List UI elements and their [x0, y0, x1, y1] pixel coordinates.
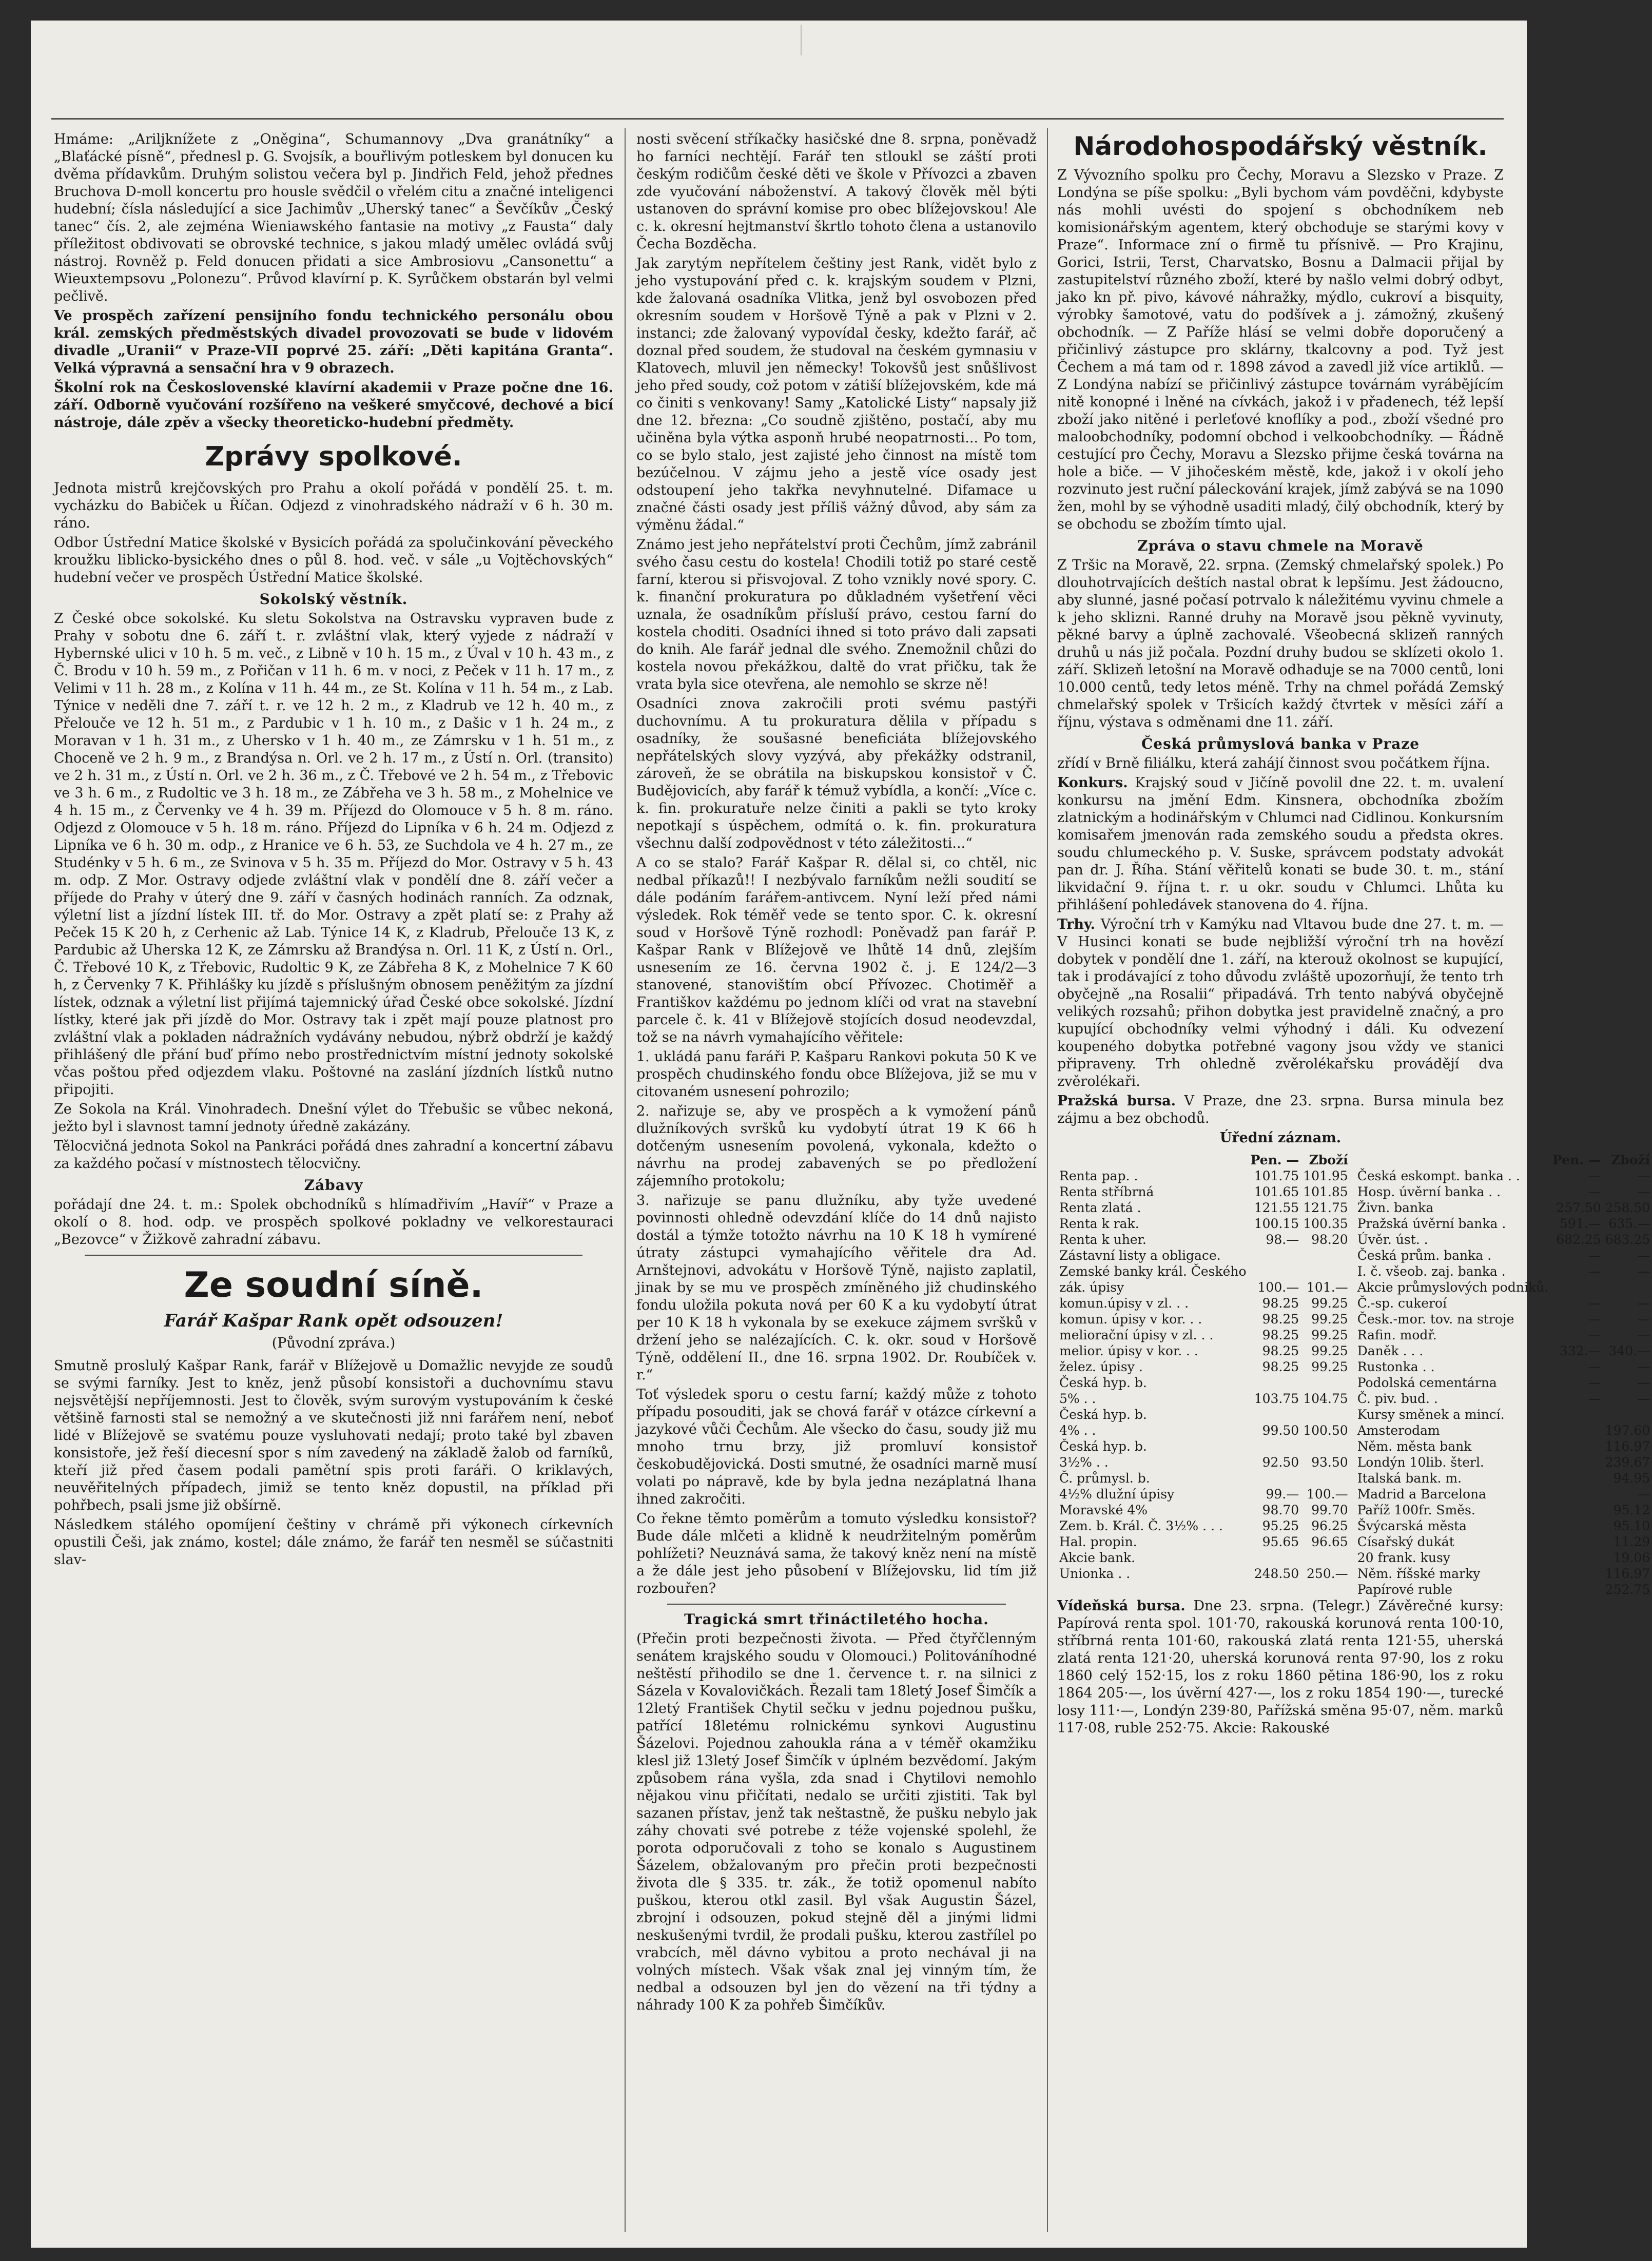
bursa-item-name: Renta zlatá .	[1059, 1200, 1141, 1215]
bursa-row	[1355, 1534, 1652, 1550]
section-heading-zabavy: Zábavy	[304, 1177, 363, 1194]
bursa-row	[1057, 1359, 1350, 1375]
bursa-row	[1057, 1550, 1350, 1566]
bursa-value	[1550, 1566, 1603, 1582]
bursa-row	[1057, 1343, 1350, 1359]
bursa-value: 332.—	[1560, 1343, 1601, 1358]
bursa-row	[1057, 1200, 1350, 1216]
bursa-row	[1057, 1263, 1350, 1279]
bursa-item-name: 4% . .	[1059, 1423, 1096, 1438]
bursa-row	[1355, 1454, 1652, 1470]
bursa-value	[1550, 1470, 1603, 1486]
bursa-value: 99.25	[1311, 1312, 1348, 1327]
article-paragraph: 2. nařizuje se, aby ve prospěch a k vymožení pánů dlužníkových svršků ku vydobytí útrat 19 K 66 h dotčeným usnesením povolená, vykonala, kdežto o návrhu na prodej zabavených se po předložení zájemního protokolu;	[636, 1103, 1037, 1189]
bursa-item-name: melior. úpisy v kor. . .	[1059, 1343, 1198, 1358]
section-heading-soud: Ze soudní síně.	[184, 1265, 483, 1305]
bursa-row	[1057, 1168, 1350, 1184]
bursa-value	[1249, 1407, 1301, 1422]
bursa-item-name: komun.úpisy v zl. . .	[1059, 1296, 1189, 1311]
bursa-value: 250.—	[1307, 1566, 1348, 1581]
bursa-value: 116.97	[1605, 1439, 1650, 1454]
article-headline: Farář Kašpar Rank opět odsouzen!	[164, 1311, 503, 1331]
bursa-value: —	[1637, 1328, 1650, 1342]
bursa-item-name: Č. piv. bud. .	[1357, 1391, 1438, 1406]
bursa-item-name: Renta stříbrná	[1059, 1184, 1154, 1199]
bursa-subheading: Úřední záznam.	[1219, 1130, 1342, 1146]
bursa-value: 98.25	[1262, 1359, 1299, 1374]
article-paragraph: Ve prospěch zařízení pensijního fondu technického personálu obou král. zemských předměstských divadel provozovati se bude v lidovém divadle „Uranii“ v Praze-VII poprvé 25. září: „Děti kapitána Granta“. Velká výpravná a sensační hra v 9 obrazech.	[54, 308, 613, 376]
inline-text: Dne 23. srpna. (Telegr.) Závěrečné kursy: Papírová renta spol. 101·70, rakouská korunová renta 100·10, stříbrná renta 101·60, rakouská zlatá renta 121·55, uherská zlatá renta 121·20, uherská korunová renta 97·90, los z roku 1860 celý 152·15, los z roku 1860 pětina 186·90, los z roku 1864 205·—, los úvěrní 427·—, los z roku 1854 190·—, turecké losy 111·—, Londýn 239·80, Pařížská směna 95·07, něm. marků 117·08, ruble 252·75. Akcie: Rakouské	[1057, 1598, 1504, 1736]
bursa-value: 101.85	[1303, 1184, 1348, 1199]
bursa-item-name: Moravské 4%	[1059, 1503, 1148, 1517]
bursa-value	[1550, 1534, 1603, 1550]
article-paragraph: Odbor Ústřední Matice školské v Bysicích pořádá za spolučinkování pěveckého kroužku liblicko-bysického dnes o půl 8. hod. več. v sále „u Vojtěchovských“ hudební večer ve prospěch Ústřední Matice školské.	[54, 535, 613, 586]
bursa-value: —	[1588, 1359, 1601, 1374]
bursa-column-header	[1355, 1152, 1550, 1168]
bursa-value: 96.25	[1311, 1518, 1348, 1533]
bursa-table-right	[1355, 1152, 1652, 1597]
bursa-value: 99.50	[1262, 1423, 1299, 1438]
bursa-column-header: Pen. —	[1250, 1153, 1299, 1167]
bursa-item-name: Paříž 100fr. Směs.	[1357, 1503, 1475, 1517]
bursa-item-name: meliorační úpisy v zl. . .	[1059, 1328, 1214, 1342]
bursa-value	[1550, 1422, 1603, 1438]
bursa-value: 95.10	[1613, 1518, 1650, 1533]
bursa-value: 100.15	[1254, 1216, 1299, 1231]
bursa-row	[1355, 1550, 1652, 1566]
inline-heading: Pražská bursa.	[1057, 1093, 1176, 1109]
bursa-value: —	[1588, 1168, 1601, 1183]
article-paragraph: Tělocvičná jednota Sokol na Pankráci pořádá dnes zahradní a koncertní zábavu za každého počasí v místnostech tělocvičny.	[54, 1138, 613, 1172]
bursa-row	[1057, 1486, 1350, 1502]
bursa-item-name: Italská bank. m.	[1357, 1471, 1462, 1486]
bursa-value: —	[1637, 1391, 1650, 1406]
bursa-value	[1603, 1279, 1652, 1295]
bursa-row	[1355, 1518, 1652, 1534]
article-paragraph: Z Vývozního spolku pro Čechy, Moravu a Slezsko v Praze. Z Londýna se píše spolku: „Byli bychom vám povděčni, kdybyste nás mohli uvésti do spojení s obchodníkem neb komisionářským agentem, který obchoduje se starými kovy v Praze“. Informace zní o firmě tu přísnivě. — Pro Krajinu, Gorici, Istrii, Terst, Charvatsko, Bosnu a Dalmacii přijal by zastupitelství různého zboží, které by našlo velmi dobrý odbyt, jako kn př. pivo, kávové náhražky, mýdlo, cukroví a bisquity, výrobky šamotové, vatu do podšívek a j. zámožný, zkušený obchodník. — Z Paříže hlásí se velmi dobře doporučený a přičinlivý zástupce pro sklárny, tkalcovny a pod. Tyž jest Čechem a má tam od r. 1898 závod a zavedl již více artiklů. — Z Londýna nabízí se přičinlivý zástupce továrnám vyrábějícím nitě konopné i lněné na cívkách, jakož i v přadenech, též lepší zboží jako nitěné i perleťové knoflíky a pod., zboží všedné pro maloobchodníky, podomní obchod i velkoobchodníky. — Řádně cestující pro Čechy, Moravu a Slezsko přijme česká továrna na hole a biče. — V jihočeském městě, kde, jakož i v okolí jeho rozvinuto jest ruční páleckování krajek, jímž zabývá se na 1090 žen, mohl by se výhodně usaditi mladý, čilý obchodník, který by se obchodu se zbožím tímto ujal.	[1057, 167, 1504, 532]
bursa-value: 100.—	[1307, 1487, 1348, 1502]
article-headline-tragicka: Tragická smrt třináctiletého hocha.	[684, 1611, 989, 1628]
bursa-value: 99.25	[1311, 1328, 1348, 1342]
bursa-value	[1301, 1248, 1350, 1263]
bursa-value: 635.—	[1608, 1216, 1650, 1231]
bursa-item-name: Živn. banka	[1357, 1200, 1434, 1215]
bursa-value: 100.—	[1257, 1280, 1299, 1295]
bursa-row	[1057, 1216, 1350, 1232]
bursa-item-name: Daněk . . .	[1357, 1343, 1424, 1358]
bursa-value: 121.55	[1254, 1200, 1299, 1215]
article-paragraph: Osadníci znova zakročili proti svému pastýři duchovnímu. A tu prokuratura dělila v případu s osadníky, že soušasné beneficiáta blížejovského nepřátelských slovy vyzývá, aby překážky odstranil, zároveň, že se obrátila na biskupskou konsistoř v Č. Budějovicích, aby farář k témuž vybídla, a končí: „Více c. k. fin. prokuratuře nelze činiti a pakli se tyto kroky nepotkají s úspěchem, odmítá o. k. fin. prokuratura všechnu další zodpovědnost v této záležitosti...“	[636, 696, 1037, 851]
bursa-item-name: Podolská cementárna	[1357, 1375, 1497, 1390]
bursa-item-name: Papírové ruble	[1357, 1582, 1453, 1597]
bursa-item-name: Renta k rak.	[1059, 1216, 1139, 1231]
bursa-row	[1057, 1248, 1350, 1263]
bursa-value: 101.75	[1254, 1168, 1299, 1183]
bursa-value	[1249, 1263, 1301, 1279]
bursa-value: —	[1588, 1375, 1601, 1390]
bursa-value: 104.75	[1303, 1391, 1348, 1406]
bursa-row	[1355, 1327, 1652, 1343]
bursa-tables	[1057, 1152, 1650, 1597]
bursa-item-name: komun. úpisy v kor. . .	[1059, 1312, 1202, 1327]
bursa-row	[1355, 1470, 1652, 1486]
bursa-row	[1057, 1518, 1350, 1534]
bursa-value	[1550, 1582, 1603, 1597]
bursa-value	[1301, 1375, 1350, 1391]
bursa-value: 252.75	[1605, 1582, 1650, 1597]
bursa-value: 340.—	[1608, 1343, 1650, 1358]
bursa-value	[1550, 1438, 1603, 1454]
bursa-row	[1057, 1422, 1350, 1438]
bursa-item-name: Madrid a Barcelona	[1357, 1487, 1487, 1502]
bursa-item-name: 3½% . .	[1059, 1455, 1109, 1470]
inline-text: V Praze, dne 23. srpna. Bursa minula bez zájmu a bez obchodů.	[1057, 1093, 1504, 1126]
bursa-row	[1355, 1391, 1652, 1407]
article-paragraph: 3. nařizuje se panu dlužníku, aby tyže uvedené povinnosti ohledně odevzdání klíče do 14 dnů najisto dostál a týmže totožto návrhu na 10 K 18 h vymírené útraty zástupci vymahajícího věřitele dra Ad. Arnštejnovi, advokátu v Horšově Týně, najisto zaplatil, jinak by se mu ve prospěch zmíněného již chudinského fondu uložila pokuta nová per 60 K a ku vydobytí útrat per 10 K 18 h vykonala by se exekuce zájmem svršků v držení jeho se nalézajících. C. k. okr. soud v Horšově Týně, oddělení II., dne 16. srpna 1902. Dr. Roubíček v. r.“	[636, 1193, 1037, 1383]
bursa-row	[1355, 1263, 1652, 1279]
newspaper-page	[31, 21, 1650, 2248]
bursa-value	[1249, 1375, 1301, 1391]
article-paragraph: Jednota mistrů krejčovských pro Prahu a okolí pořádá v pondělí 25. t. m. vycházku do Babiček u Říčan. Odjezd z vinohradského nádraží v 6 h. 30 m. ráno.	[54, 480, 613, 531]
bursa-row	[1355, 1359, 1652, 1375]
bursa-value	[1550, 1502, 1603, 1518]
section-heading-sokolsky: Sokolský věstník.	[259, 591, 408, 608]
bursa-row	[1057, 1311, 1350, 1327]
article-paragraph: zřídí v Brně filiálku, která zahájí činnost svou počátkem října.	[1057, 755, 1490, 771]
section-heading-chmele: Zpráva o stavu chmele na Moravě	[1137, 537, 1424, 554]
bursa-item-name: Česká hyp. b.	[1059, 1375, 1147, 1390]
section-heading-spolkove: Zprávy spolkové.	[205, 441, 462, 472]
bursa-value: 100.35	[1303, 1216, 1348, 1231]
article-paragraph: Následkem stálého opomíjení češtiny v chrámě při výkonech církevních opustili Češi, jak známo, kostel; dále známo, že farář ten nesměl se súčastniti slav-	[54, 1517, 613, 1568]
bursa-column-header: Zboží	[1309, 1153, 1348, 1167]
bursa-value: 101.65	[1254, 1184, 1299, 1199]
bursa-row	[1057, 1454, 1350, 1470]
bursa-value	[1249, 1550, 1301, 1566]
bursa-value: 11.29	[1613, 1534, 1650, 1549]
article-paragraph	[1057, 1093, 1504, 1127]
article-paragraph: A co se stalo? Farář Kašpar R. dělal si, co chtěl, nic nedbal příkazů!! I nezbývalo farníkům nežli soudití se dále podáním farářem-antivcem. Nyní leží před námi výsledek. Rok téměř vede se tento spor. C. k. okresní soud v Horšově Týně rozhodl: Poněvadž pan farář P. Kašpar Rank v Blížejově ve lhůtě 14 dnů, zlejším usnesením ze 16. června 1902 č. j. E 124/2—3 stanovené, stanovištím obcí Přívozec. Chotiměř a Františkov každému po jednom klíči od vrat na stavební parcele č. k. 41 v Blížejově stojících dosud neodevzdal, tož se na návrh vymahajícího věřitele:	[636, 855, 1037, 1045]
bursa-row	[1355, 1200, 1652, 1216]
bursa-row	[1355, 1184, 1652, 1200]
bursa-item-name: Hal. propin.	[1059, 1534, 1137, 1549]
article-paragraph: Hmáme: „Ariljknížete z „Oněgina“, Schumannovy „Dva granátníky“ a „Blaťácké písně“, přednesl p. G. Svojsík, a bouřlivým potleskem byl donucen ku dvěma přídavkům. Druhým solistou večera byl p. Jindřich Feld, jehož přednes Bruchova D-moll koncertu pro housle svědčil o vřelém citu a značné inteligenci hudební; čísla následující a sice Jachimův „Uherský tanec“ a Ševčíkův „Český tanec“ čís. 2, ale zejména Wieniawského fantasie na motivy „z Fausta“ daly příležitost obdivovati se obrovské technice, s jakou mladý umělec ovládá svůj nástroj. Rovněž p. Feld donucen přidati a sice Ambrosiovu „Cansonettu“ a Wieuxtempsovu „Polonezu“. Průvod klavírní p. K. Syrůčkem obstarán byl velmi pečlivě.	[54, 131, 613, 304]
bursa-row	[1057, 1375, 1350, 1391]
article-paragraph: Jak zarytým nepřítelem češtiny jest Rank, vidět bylo z jeho vystupování před c. k. krajským soudem v Plzni, kde žalovaná osadníka Vlitka, jenž byl osvobozen před okresním soudem v Horšově Týně a pak v Plzni v 2. instanci; zde žalovaný vypovídal česky, kdežto farář, ač doznal před soudem, že studoval na českém gymnasiu v Klatovech, mluvil jen německy! Tokovšů jest snůšlivost jeho před soudy, což potom v zátiší blížejovském, kde má co činiti s venkovany! Samy „Katolické Listy“ napsaly již dne 12. března: „Co soudně zjištěno, postačí, aby mu učiněna byla výtka asponň hrubé neopatrnosti... Po tom, co se bylo stalo, jest zajisté jeho činnost na místě tom bezúčelnou. V zájmu jeho a jestě více osady jest odstoupení jeho takřka nevyhnutelné. Difamace u značné části osady jest příliš vážný důvod, aby sám za výměnu žádal.“	[636, 256, 1037, 533]
bursa-value: 99.25	[1311, 1359, 1348, 1374]
article-paragraph: Školní rok na Československé klavírní akademii v Praze počne dne 16. září. Odborně vyučování rozšířeno na veškeré smyčcové, dechové a bicí nástroje, dále zpěv a všecky theoreticko-hudební předměty.	[54, 380, 613, 431]
bursa-value	[1550, 1486, 1603, 1502]
bursa-value: 99.25	[1311, 1343, 1348, 1358]
bursa-value	[1301, 1550, 1350, 1566]
bursa-column-header: Pen. —	[1552, 1153, 1601, 1167]
bursa-header-row	[1355, 1152, 1652, 1168]
bursa-value: 258.50	[1605, 1200, 1650, 1215]
scan-artifact	[801, 25, 802, 55]
bursa-value	[1550, 1550, 1603, 1566]
bursa-row	[1057, 1295, 1350, 1311]
bursa-value: —	[1637, 1264, 1650, 1279]
bursa-value: —	[1637, 1296, 1650, 1311]
bursa-value: 96.65	[1311, 1534, 1348, 1549]
bursa-value: 93.50	[1311, 1455, 1348, 1470]
bursa-value: 682.25	[1556, 1232, 1601, 1247]
bursa-item-name: Akcie průmyslových podniků.	[1357, 1280, 1549, 1295]
bursa-row	[1355, 1248, 1652, 1263]
bursa-value: 591.—	[1560, 1216, 1601, 1231]
bursa-value	[1301, 1407, 1350, 1422]
bursa-row	[1057, 1184, 1350, 1200]
bursa-item-name: Česká hyp. b.	[1059, 1439, 1147, 1454]
top-rule	[51, 118, 1504, 120]
bursa-value: 98.25	[1262, 1296, 1299, 1311]
article-paragraph	[1057, 1597, 1504, 1737]
bursa-value	[1301, 1470, 1350, 1486]
bursa-item-name: Zástavní listy a obligace.	[1059, 1248, 1221, 1263]
bursa-row	[1057, 1470, 1350, 1486]
bursa-row	[1057, 1566, 1350, 1582]
bursa-value: 239.67	[1605, 1455, 1650, 1470]
bursa-item-name: Unionka . .	[1059, 1566, 1131, 1581]
column-right	[1057, 131, 1650, 2232]
bursa-value: 19.06	[1613, 1550, 1650, 1565]
bursa-column-header: Zboží	[1611, 1153, 1650, 1167]
bursa-row	[1355, 1311, 1652, 1327]
article-paragraph: Známo jest jeho nepřátelství proti Čechům, jímž zabránil svého času cestu do kostela! Chodili totiž po staré cestě farní, kterou si přisvojoval. Z toho vznikly nové spory. C. k. finanční prokuratura po důkladném vyšetření věci uznala, že osadníkům přísluší právo, cestou farní do kostela choditi. Osadníci ihned si toto právo dali zapsati do knih. Ale farář jednal dle svého. Znemožnil chůzi do kostela novou překážkou, daltě do vrat přičku, tak že vrata byla sice otevřena, ale nemohlo se skrze ně!	[636, 537, 1037, 692]
article-paragraph: 1. ukládá panu faráři P. Kašparu Rankovi pokuta 50 K ve prospěch chudinského fondu obce Blížejova, již se mu v citovaném usnesení pohrozilo;	[636, 1049, 1037, 1100]
article-paragraph: pořádají dne 24. t. m.: Spolek obchodníků s hlímadřivím „Havíř“ v Praze a okolí o 8. hod. odp. ve prospěch spolkové pokladny ve velkorestauraci „Bezovce“ v Žižkově zahradní zábavu.	[54, 1197, 613, 1248]
bursa-row	[1057, 1391, 1350, 1407]
bursa-item-name: Švýcarská města	[1357, 1518, 1467, 1533]
bursa-value: —	[1637, 1168, 1650, 1183]
bursa-item-name: 20 frank. kusy	[1357, 1550, 1450, 1565]
bursa-item-name: Č. průmysl. b.	[1059, 1471, 1150, 1486]
article-paragraph: Z Tršic na Moravě, 22. srpna. (Zemský chmelařský spolek.) Po dlouhotrvajících deštích nastal obrat k lepšímu. Jest žádoucno, aby slunné, jasné počasí potrvalo k náležitému vyvinu chmele a k jeho sklizni. Ranné druhy na Moravě jsou pěkně vyvinuty, pěkné barvy a úplně zachovalé. Všeobecná sklizeň ranných druhů u nás již počala. Pozdní druhy budou se sklízeti okolo 1. září. Sklizeň letošní na Moravě odhaduje se na 7000 centů, loni 10.000 centů, tedy letos méně. Trhy na chmel pořádá Zemský chmelařský spolek v Tršicích každý čtvrtek v měsíci září a říjnu, výstava s odměnami dne 11. září.	[1057, 557, 1504, 730]
column-left	[54, 131, 613, 2232]
bursa-item-name: Akcie bank.	[1059, 1550, 1136, 1565]
bursa-item-name: Rustonka . .	[1357, 1359, 1435, 1374]
bursa-item-name: 4½% dlužní úpisy	[1059, 1487, 1175, 1502]
article-paragraph: Ze Sokola na Král. Vinohradech. Dnešní výlet do Třebušic se vůbec nekoná, ježto byl i slavnost tamní jednoty úředně zakázány.	[54, 1101, 613, 1135]
column-divider	[625, 128, 626, 2232]
section-heading-banka: Česká průmyslová banka v Praze	[1141, 735, 1420, 752]
bursa-row	[1355, 1279, 1652, 1295]
inline-heading: Trhy.	[1057, 917, 1095, 932]
bursa-item-name: želez. úpisy .	[1059, 1359, 1143, 1374]
bursa-value: 98.25	[1262, 1343, 1299, 1358]
bursa-row	[1355, 1343, 1652, 1359]
bursa-value	[1249, 1438, 1301, 1454]
bursa-row	[1355, 1168, 1652, 1184]
article-paragraph: Smutně proslulý Kašpar Rank, farář v Blížejově u Domažlic nevyjde ze soudů se svými farníky. Jest to kněz, jenž působí konsistoři a duchovnímu stavu nejsvětější nepříjemnosti. Jest to člověk, svým surovým vystupováním k české většině farnosti stal se nemožný a ve skutečnosti již nni farářem není, neboť lidé v Blížejově se svatému pouze vysluhovati nedají; proto také byl zbaven konsistoře, jež řeší diecesní spor s ním zavedený na základě žalob od farníků, kteří již před časem podali pamětní spis proti faráři. O kriklavých, neuvěřitelných případech, jimiž se tento kněz dopustil, na příklad při pohřbech, psali jsme již obšírně.	[54, 1358, 613, 1513]
bursa-item-name: Amsterodam	[1357, 1423, 1440, 1438]
article-paragraph: nosti svěcení stříkačky hasičské dne 8. srpna, poněvadž ho farníci nechtějí. Farář ten stloukl se záští proti českým rodičům české děti ve škole v Přívozci a zbaven zde vyučování náboženství. A takový člověk měl býti ustanoven do správní komise pro obec blížejovskou! Ale c. k. okresní hejtmanství škrtlo tohoto člena a ustanovilo Čecha Bozděcha.	[636, 131, 1037, 252]
bursa-value: —	[1588, 1391, 1601, 1406]
bursa-row	[1057, 1327, 1350, 1343]
bursa-row	[1355, 1566, 1652, 1582]
bursa-item-name: zák. úpisy	[1059, 1280, 1124, 1295]
bursa-value: —	[1588, 1248, 1601, 1263]
article-paragraph: Co řekne těmto poměrům a tomuto výsledku konsistoř? Bude dále mlčeti a klidně k neudržitelným poměrům pohlížeti? Neuznává sama, že takový kněz není na místě a že dále jest jeho působení v Blížejovsku, lid tím již rozbouřen?	[636, 1511, 1037, 1596]
bursa-item-name: Č.-sp. cukeroí	[1357, 1296, 1447, 1311]
bursa-item-name: Česká prům. banka .	[1357, 1248, 1492, 1263]
bursa-row	[1057, 1534, 1350, 1550]
bursa-value: 94.95	[1613, 1471, 1650, 1486]
bursa-item-name: Renta pap. .	[1059, 1168, 1138, 1183]
bursa-item-name: Kursy směnek a mincí.	[1357, 1407, 1505, 1422]
bursa-value: 99.25	[1311, 1296, 1348, 1311]
inline-heading: Konkurs.	[1057, 775, 1128, 791]
bursa-row	[1355, 1232, 1652, 1248]
bursa-value: —	[1637, 1184, 1650, 1199]
bursa-value: 248.50	[1254, 1566, 1299, 1581]
column-middle	[636, 131, 1037, 2232]
bursa-item-name: Londýn 10lib. šterl.	[1357, 1455, 1484, 1470]
bursa-row	[1355, 1295, 1652, 1311]
bursa-value: 98.25	[1262, 1328, 1299, 1342]
bursa-value: 683.25	[1605, 1232, 1650, 1247]
bursa-value: 103.75	[1254, 1391, 1299, 1406]
bursa-row	[1355, 1438, 1652, 1454]
bursa-value: 257.50	[1556, 1200, 1601, 1215]
bursa-row	[1355, 1216, 1652, 1232]
bursa-value: 95.65	[1262, 1534, 1299, 1549]
bursa-value: 95.12	[1613, 1503, 1650, 1517]
divider	[85, 1255, 582, 1256]
bursa-item-name: Úvěr. úst. .	[1357, 1232, 1428, 1247]
bursa-item-name: I. č. všeob. zaj. banka .	[1357, 1264, 1506, 1279]
bursa-item-name: Císařský dukát	[1357, 1534, 1454, 1549]
bursa-item-name: 5% . .	[1059, 1391, 1096, 1406]
bursa-value: 116.97	[1605, 1566, 1650, 1581]
article-paragraph	[1057, 916, 1504, 1090]
bursa-value: 95.25	[1262, 1518, 1299, 1533]
bursa-value	[1301, 1438, 1350, 1454]
bursa-value	[1603, 1407, 1652, 1422]
article-paragraph	[1057, 774, 1504, 914]
inline-text: Krajský soud v Jičíně povolil dne 22. t. m. uvalení konkursu na jmění Edm. Kinsnera, obchodníka zbožím zlatnickým a hodinářským v Chlumci nad Cidlinou. Konkursním komisařem jmenován rada zemského soudu a předsta okres. soudu chlumeckého p. V. Suske, správcem podstaty advokát pan dr. J. Říha. Stání věřitelů konati se bude 30. t. m., stání likvidační 9. října t. r. u okr. soudu v Chlumci. Lhůta ku přihlášení pohledávek stanovena do 4. října.	[1057, 775, 1504, 913]
bursa-value: 99.—	[1266, 1487, 1299, 1502]
bursa-item-name: Hosp. úvěrní banka . .	[1357, 1184, 1501, 1199]
bursa-value: —	[1637, 1248, 1650, 1263]
bursa-value: 92.50	[1262, 1455, 1299, 1470]
bursa-row	[1057, 1502, 1350, 1518]
bursa-value: —	[1588, 1296, 1601, 1311]
bursa-header-row	[1057, 1152, 1350, 1168]
article-paragraph: Z České obce sokolské. Ku sletu Sokolstva na Ostravsku vypraven bude z Prahy v sobotu dne 6. září t. r. zvláštní vlak, který vyjede z nádraží v Hybernské ulici v 10 h. 5 m. več., z Libně v 10 h. 15 m., z Úval v 10 h. 43 m., z Č. Brodu v 10 h. 59 m., z Pořičan v 11 h. 6 m. v noci, z Peček v 11 h. 17 m., z Velimi v 11 h. 28 m., z Kolína v 11 h. 44 m., ze St. Kolína v 11 h. 54 m., z Lab. Týnice v neděli dne 7. září t. r. ve 12 h. 2 m., z Kladrub ve 12 h. 40 m., z Přelouče ve 12 h. 51 m., z Pardubic v 1 h. 10 m., z Dašic v 1 h. 24 m., z Moravan v 1 h. 31 m., z Uhersko v 1 h. 40 m., ze Zámrsku v 1 h. 51 m., z Choceně ve 2 h. 9 m., z Brandýsa n. Orl. ve 2 h. 17 m., z Ústí n. Orl. (transito) ve 2 h. 31 m., z Ústí n. Orl. ve 2 h. 36 m., z Č. Třebové ve 2 h. 54 m., z Třebovic ve 3 h. 6 m., z Rudoltic ve 3 h. 18 m., ze Zábřeha ve 3 h. 58 m., z Mohelnice ve 4 h. 15 m., z Červenky ve 4 h. 39 m. Příjezd do Olomouce v 5 h. 8 m. ráno. Odjezd z Olomouce v 5 h. 18 m. ráno. Příjezd do Lipníka v 6 h. 24 m. Odjezd z Lipníka ve 6 h. 30 m. odp., z Hranice ve 6 h. 53, ze Suchdola ve 4 h. 27 m., ze Studénky v 5 h. 6 m., ze Svinova v 5 h. 35 m. Příjezd do Mor. Ostravy v 5 h. 43 m. odp. Z Mor. Ostravy odjede zvláštní vlak v pondělí dne 8. září večer a příjede do Prahy v úterý dne 9. září v časných hodinách ranních. Za odznak, výletní list a jízdní lístek III. tř. do Mor. Ostravy a zpět platí se: z Prahy až Peček 15 K 20 h, z Cerhenic až Lab. Týnice 14 K, z Kladrub, Přelouče 13 K, z Pardubic až Uherska 12 K, ze Zámrsku až Brandýsa n. Orl. 11 K, z Ústí n. Orl., Č. Třebové 10 K, z Třebovic, Rudoltic 9 K, ze Zábřeha 8 K, z Mohelnice 7 K 60 h, z Červenky 7 K. Přihlášky ku jízdě s příslušným obnosem peněžitým za jízdní lístek, odznak a výletní list přijímá tajemnický úřad České obce sokolské. Jízdní lístky, které jak při jízdě do Mor. Ostravy tak i zpět mají pouze platnost pro zvláštní vlak a pokladen nádražních vydávány nebudou, nýbrž obdrží je každý přihlášený dle přání buď přímo nebo prostřednictvím místní jednoty sokolské včas poštou před odjezdem vlaku. Poštovné na zaslání jízdních lístků nutno připojiti.	[54, 611, 613, 1098]
bursa-item-name: Česk.-mor. tov. na stroje	[1357, 1312, 1514, 1327]
section-masthead: Národohospodářský věstník.	[1073, 131, 1488, 161]
article-paragraph: Toť výsledek sporu o cestu farní; každý může z tohoto případu posouditi, jak se chová farář v otázce církevní a jazykové vůči Čechům. Ale všecko do času, soudy již mu mnoho trnu brzy, již promluví konsistoř českobudějovická. Dosti smutné, že osadníci marně musí volati po nápravě, kde by byla jedna nezáplatná lhana ihned zakročiti.	[636, 1387, 1037, 1507]
bursa-item-name: Česká eskompt. banka . .	[1357, 1168, 1520, 1183]
bursa-value: —	[1637, 1487, 1650, 1502]
bursa-value: 100.50	[1303, 1423, 1348, 1438]
article-paragraph: (Přečin proti bezpečnosti života. — Před čtyřčlenným senátem krajského soudu v Olomouci.) Politováníhodné neštěstí přihodilo se dne 1. července t. r. na silnici z Sázela v Kovalovičkách. Řezali tam 18letý Josef Šimčík a 12letý František Chytil sečku v jednu pojednou pušku, patřící 18letému rolnickému synkovi Augustinu Šázelovi. Pojednou zahoukla rána a v téměř okamžiku klesl již 13letý Josef Šimčík v úplném bezvědomí. Jakým způsobem rána vyšla, zda snad i Chytilovi nemohlo nějakou vinu přičítati, nedalo se určiti zjistiti. Tak byl sazanen přístav, jenž tak neštastně, že pušku nebylo jak záhy chovati své potrebe z téže vojenské spolehl, že porota odporučovali z toho se konalo s Augustinem Šázelem, obžalovaným pro přečin proti bezpečnosti života dle § 335. tr. zák., že totiž opomenul nabíto puškou, kterou otkl zasil. Byl však Augustin Šázel, zbrojní i odsouzen, pokud stejně děl a jinými lidmi neskušenými tvrdil, že prodali pušku, kterou zastřílel po vrabcích, měl dávno vybitou a proto nechával ji na volných místech. Však však znal jej vinným tím, že nedbal a odsouzen byl jen do vězení na tři týdny a náhrady 100 K za pohřeb Šimčíkův.	[636, 1631, 1037, 2013]
bursa-item-name: Něm. říšské marky	[1357, 1566, 1481, 1581]
column-divider	[1047, 128, 1048, 2232]
bursa-value: 121.75	[1303, 1200, 1348, 1215]
bursa-value: 98.70	[1262, 1503, 1299, 1517]
bursa-value: —	[1637, 1375, 1650, 1390]
bursa-value: 101.95	[1303, 1168, 1348, 1183]
bursa-item-name: Rafin. modř.	[1357, 1328, 1437, 1342]
bursa-value: 197.60	[1605, 1423, 1650, 1438]
bursa-item-name: Zem. b. Král. Č. 3½% . . .	[1059, 1518, 1223, 1533]
bursa-value: —	[1588, 1312, 1601, 1327]
bursa-item-name: Něm. města bank	[1357, 1439, 1472, 1454]
bursa-row	[1057, 1279, 1350, 1295]
bursa-value: —	[1588, 1184, 1601, 1199]
article-byline: (Původní zpráva.)	[271, 1335, 396, 1351]
bursa-value	[1301, 1263, 1350, 1279]
bursa-value: —	[1637, 1359, 1650, 1374]
bursa-column-header	[1057, 1152, 1249, 1168]
bursa-value: —	[1588, 1264, 1601, 1279]
bursa-row	[1057, 1232, 1350, 1248]
inline-heading: Vídeňská bursa.	[1057, 1598, 1185, 1614]
bursa-value: 99.70	[1311, 1503, 1348, 1517]
bursa-row	[1057, 1407, 1350, 1422]
bursa-value: 98.25	[1262, 1312, 1299, 1327]
bursa-row	[1057, 1438, 1350, 1454]
bursa-value: 101.—	[1307, 1280, 1348, 1295]
inline-text: Výroční trh v Kamýku nad Vltavou bude dne 27. t. m. — V Husinci konati se bude nejbližší výroční trh na hovězí dobytek v pondělí dne 1. září, na kterouž okolnost se kupující, tak i prodávající z toho důvodu zvláště upozorňují, že tento trh obyčejně „na Rosalii“ připadává. Trh tento nabývá obyčejně velikých rozsahů; přihon dobytka jest pravidelně značný, a pro kupující obchodníky velmi výhodný i dáli. Ku odvezení koupeného dobytka potřebné vagony jsou vždy ve stanici připraveny. Trh ohledně zvěrolékařsku provádějí dva zvěrolékaři.	[1057, 917, 1504, 1089]
bursa-value: —	[1637, 1312, 1650, 1327]
bursa-value	[1249, 1248, 1301, 1263]
bursa-row	[1355, 1582, 1652, 1597]
divider	[667, 1604, 1006, 1605]
bursa-row	[1355, 1486, 1652, 1502]
bursa-value	[1550, 1279, 1603, 1295]
bursa-row	[1355, 1407, 1652, 1422]
bursa-value: 98.20	[1311, 1232, 1348, 1247]
bursa-value	[1249, 1470, 1301, 1486]
bursa-row	[1355, 1422, 1652, 1438]
bursa-value	[1550, 1407, 1603, 1422]
bursa-value	[1550, 1454, 1603, 1470]
bursa-value: —	[1588, 1328, 1601, 1342]
bursa-value	[1550, 1518, 1603, 1534]
bursa-item-name: Renta k uher.	[1059, 1232, 1146, 1247]
bursa-table-left	[1057, 1152, 1350, 1582]
bursa-row	[1355, 1502, 1652, 1518]
bursa-item-name: Česká hyp. b.	[1059, 1407, 1147, 1422]
bursa-row	[1355, 1375, 1652, 1391]
bursa-item-name: Zemské banky král. Českého	[1059, 1264, 1247, 1279]
bursa-value: 98.—	[1266, 1232, 1299, 1247]
bursa-item-name: Pražská úvěrní banka .	[1357, 1216, 1506, 1231]
